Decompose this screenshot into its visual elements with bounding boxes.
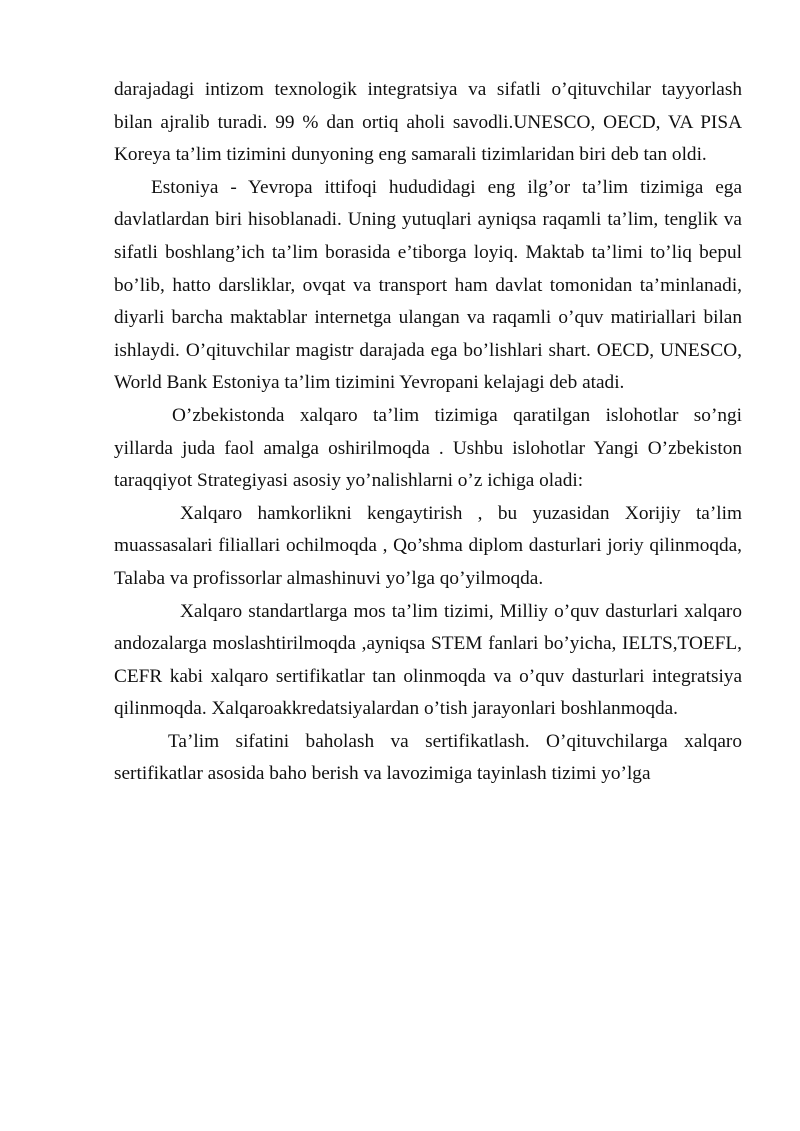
body-text [114,74,742,791]
paragraph-uzbekistan-reforms: O’zbekistonda xalqaro ta’lim tizimiga qaratilgan islohotlar so’ngi yillarda juda faol amalga oshirilmoqda . Ushbu islohotlar Yangi O’zbekiston taraqqiyot Strategiyasi asosiy yo’nalishlarni o’z ichiga oladi: [114,404,742,492]
paragraph-quality-assessment: Ta’lim sifatini baholash va sertifikatlash. O’qituvchilarga xalqaro sertifikatlar asosida baho berish va lavozimiga tayinlash tizimi yo’lga [114,730,742,785]
paragraph-estonia: Estoniya - Yevropa ittifoqi hududidagi eng ilg’or ta’lim tizimiga ega davlatlardan biri hisoblanadi. Uning yutuqlari ayniqsa raqamli ta’lim, tenglik va sifatli boshlang’ich ta’lim borasida e’tiborga loyiq. Maktab ta’limi to’liq bepul bo’lib, hatto darsliklar, ovqat va transport ham davlat tomonidan ta’minlanadi, diyarli barcha maktablar internetga ulangan va raqamli o’quv matiriallari bilan ishlaydi. O’qituvchilar magistr darajada ega bo’lishlari shart. OECD, UNESCO, World Bank Estoniya ta’lim tizimini Yevropani kelajagi deb atadi. [114,176,742,394]
paragraph-korea-continuation: darajadagi intizom texnologik integratsiya va sifatli o’qituvchilar tayyorlash bilan ajralib turadi. 99 % dan ortiq aholi savodli.UNESCO, OECD, VA PISA Koreya ta’lim tizimini dunyoning eng samarali tizimlaridan biri deb tan oldi. [114,79,742,166]
paragraph-international-cooperation: Xalqaro hamkorlikni kengaytirish , bu yuzasidan Xorijiy ta’lim muassasalari filiallari ochilmoqda , Qo’shma diplom dasturlari joriy qilinmoqda, Talaba va profissorlar almashinuvi yo’lga qo’yilmoqda. [114,502,742,589]
paragraph-international-standards: Xalqaro standartlarga mos ta’lim tizimi, Milliy o’quv dasturlari xalqaro andozalarga moslashtirilmoqda ,ayniqsa STEM fanlari bo’yicha, IELTS,TOEFL, CEFR kabi xalqaro sertifikatlar tan olinmoqda va o’quv dasturlari integratsiya qilinmoqda. Xalqaroakkredatsiyalardan o’tish jarayonlari boshlanmoqda. [114,600,742,720]
